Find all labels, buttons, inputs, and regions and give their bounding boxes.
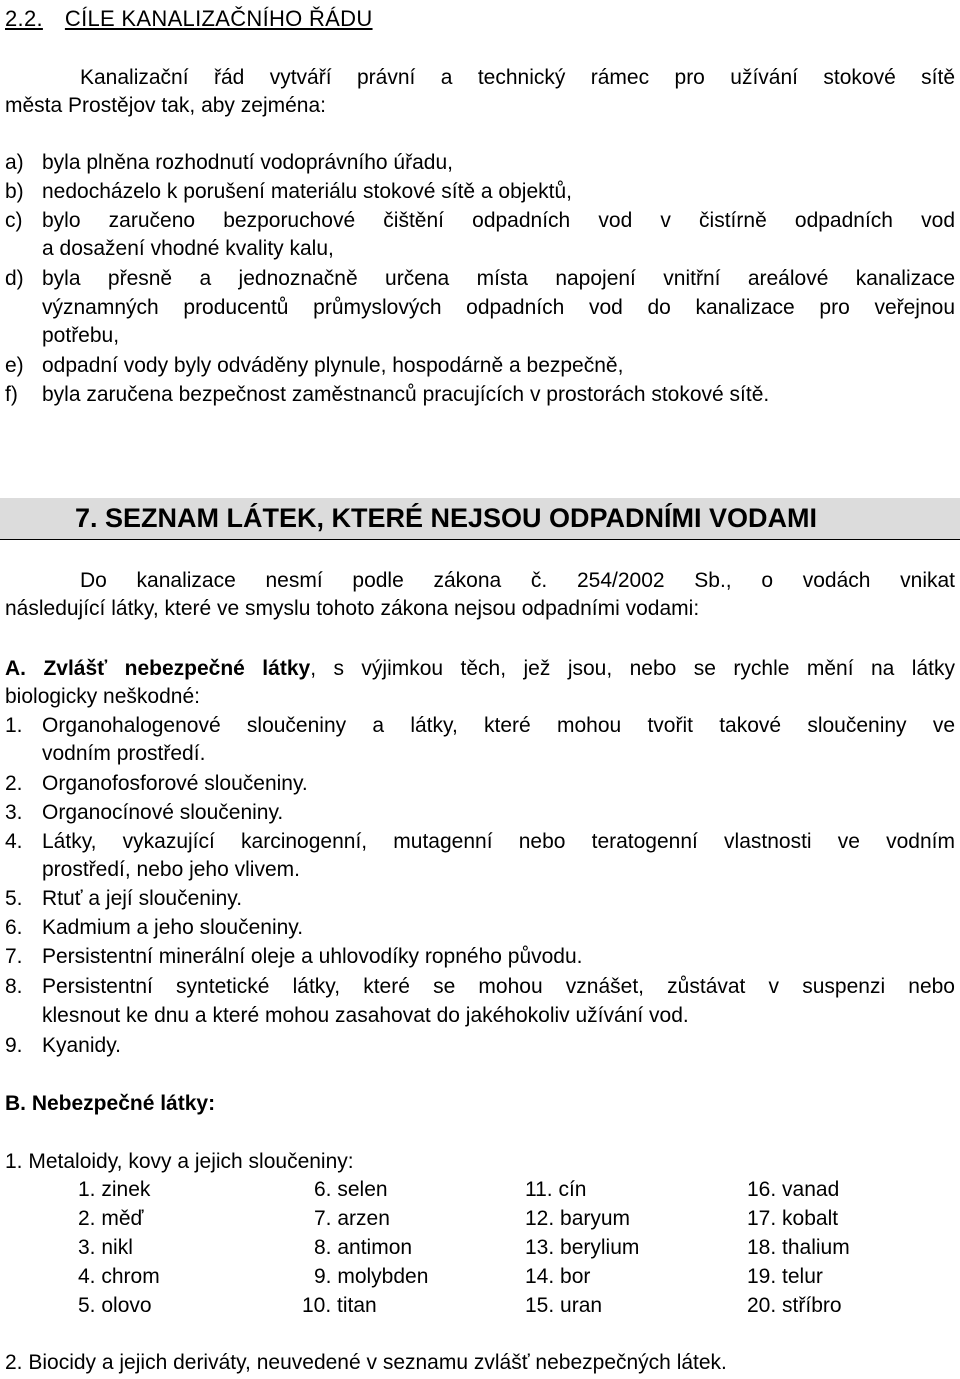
goal-text: a dosažení vhodné kvality kalu, bbox=[42, 237, 334, 260]
metal-item: 20. stříbro bbox=[747, 1294, 842, 1317]
goal-label: b) bbox=[5, 180, 24, 203]
list-item-number: 8. bbox=[5, 975, 23, 998]
metal-item: 13. berylium bbox=[525, 1236, 640, 1259]
metal-item: 4. chrom bbox=[78, 1265, 160, 1288]
metal-item: 2. měď bbox=[78, 1207, 144, 1230]
list-item: Persistentní syntetické látky, které se mohou vznášet, zůstávat v suspenzi nebo bbox=[42, 975, 955, 998]
list-item: Organohalogenové sloučeniny a látky, které mohou tvořit takové sloučeniny ve bbox=[42, 714, 955, 737]
goal-text: významných producentů průmyslových odpadních vod do kanalizace pro veřejnou bbox=[42, 296, 955, 319]
list-item-number: 7. bbox=[5, 945, 23, 968]
goal-label: e) bbox=[5, 354, 24, 377]
list-item-number: 3. bbox=[5, 801, 23, 824]
metal-item: 12. baryum bbox=[525, 1207, 631, 1230]
list-item: vodním prostředí. bbox=[42, 742, 206, 765]
metal-item: 16. vanad bbox=[747, 1178, 840, 1201]
section-heading bbox=[5, 5, 373, 33]
list-item: prostředí, nebo jeho vlivem. bbox=[42, 858, 300, 881]
metal-item: 19. telur bbox=[747, 1265, 823, 1288]
metal-item: 15. uran bbox=[525, 1294, 603, 1317]
list-item-number: 5. bbox=[5, 887, 23, 910]
group-a-label-line-2: biologicky neškodné: bbox=[5, 685, 200, 708]
group-b-label bbox=[5, 1090, 955, 1118]
goal-text: byla plněna rozhodnutí vodoprávního úřadu, bbox=[42, 151, 453, 174]
goal-text: bylo zaručeno bezporuchové čištění odpadních vod v čistírně odpadních vod bbox=[42, 209, 955, 232]
goal-text: nedocházelo k porušení materiálu stokové sítě a objektů, bbox=[42, 180, 572, 203]
intro-line-2: města Prostějov tak, aby zejména: bbox=[5, 94, 326, 117]
list-item: Kadmium a jeho sloučeniny. bbox=[42, 916, 304, 939]
metal-item: 14. bor bbox=[525, 1265, 591, 1288]
goal-label: f) bbox=[5, 383, 18, 406]
metal-item: 7. arzen bbox=[314, 1207, 390, 1230]
metal-item: 18. thalium bbox=[747, 1236, 850, 1259]
list-item: Kyanidy. bbox=[42, 1034, 121, 1057]
metal-item: 5. olovo bbox=[78, 1294, 152, 1317]
metal-item: 17. kobalt bbox=[747, 1207, 839, 1230]
group-a-title-rest: , s výjimkou těch, jež jsou, nebo se rychle mění na látky bbox=[310, 657, 955, 680]
metal-item: 3. nikl bbox=[78, 1236, 133, 1259]
list-item-number: 4. bbox=[5, 830, 23, 853]
list-item-number: 9. bbox=[5, 1034, 23, 1057]
intro-line-1: Kanalizační řád vytváří právní a technický rámec pro užívání stokové sítě bbox=[80, 66, 955, 89]
metal-item: 11. cín bbox=[525, 1178, 587, 1201]
section-number: 2.2. bbox=[5, 6, 43, 31]
metal-item: 8. antimon bbox=[314, 1236, 413, 1259]
list-item-number: 6. bbox=[5, 916, 23, 939]
section-title: CÍLE KANALIZAČNÍHO ŘÁDU bbox=[64, 6, 373, 31]
goal-text: odpadní vody byly odváděny plynule, hospodárně a bezpečně, bbox=[42, 354, 624, 377]
section-7-intro-line-2: následující látky, které ve smyslu tohoto zákona nejsou odpadními vodami: bbox=[5, 597, 700, 620]
group-b-title: B. Nebezpečné látky: bbox=[5, 1092, 216, 1115]
group-a-label bbox=[5, 655, 955, 683]
group-a-title: A. Zvlášť nebezpečné látky bbox=[5, 657, 311, 680]
section-7-title: 7. SEZNAM LÁTEK, KTERÉ NEJSOU ODPADNÍMI VODAMI bbox=[75, 503, 818, 533]
goal-label: a) bbox=[5, 151, 24, 174]
goal-text: potřebu, bbox=[42, 324, 120, 347]
group-b-sub-1: 1. Metaloidy, kovy a jejich sloučeniny: bbox=[5, 1150, 354, 1173]
metal-item: 10. titan bbox=[302, 1294, 377, 1317]
goal-text: byla přesně a jednoznačně určena místa napojení vnitřní areálové kanalizace bbox=[42, 267, 955, 290]
section-7-intro-line-1: Do kanalizace nesmí podle zákona č. 254/2002 Sb., o vodách vnikat bbox=[80, 569, 955, 592]
list-item: klesnout ke dnu a které mohou zasahovat do jakéhokoliv užívání vod. bbox=[42, 1004, 689, 1027]
goal-label: c) bbox=[5, 209, 23, 232]
list-item: Organofosforové sloučeniny. bbox=[42, 772, 308, 795]
list-item: Látky, vykazující karcinogenní, mutagenní nebo teratogenní vlastnosti ve vodním bbox=[42, 830, 955, 853]
metal-item: 9. molybden bbox=[314, 1265, 429, 1288]
list-item: Persistentní minerální oleje a uhlovodíky ropného původu. bbox=[42, 945, 583, 968]
goal-label: d) bbox=[5, 267, 24, 290]
metal-item: 6. selen bbox=[314, 1178, 388, 1201]
list-item-number: 1. bbox=[5, 714, 23, 737]
metal-item: 1. zinek bbox=[78, 1178, 151, 1201]
group-b-sub-2: 2. Biocidy a jejich deriváty, neuvedené v seznamu zvlášť nebezpečných látek. bbox=[5, 1351, 727, 1374]
goal-text: byla zaručena bezpečnost zaměstnanců pracujících v prostorách stokové sítě. bbox=[42, 383, 770, 406]
list-item-number: 2. bbox=[5, 772, 23, 795]
list-item: Organocínové sloučeniny. bbox=[42, 801, 284, 824]
list-item: Rtuť a její sloučeniny. bbox=[42, 887, 243, 910]
